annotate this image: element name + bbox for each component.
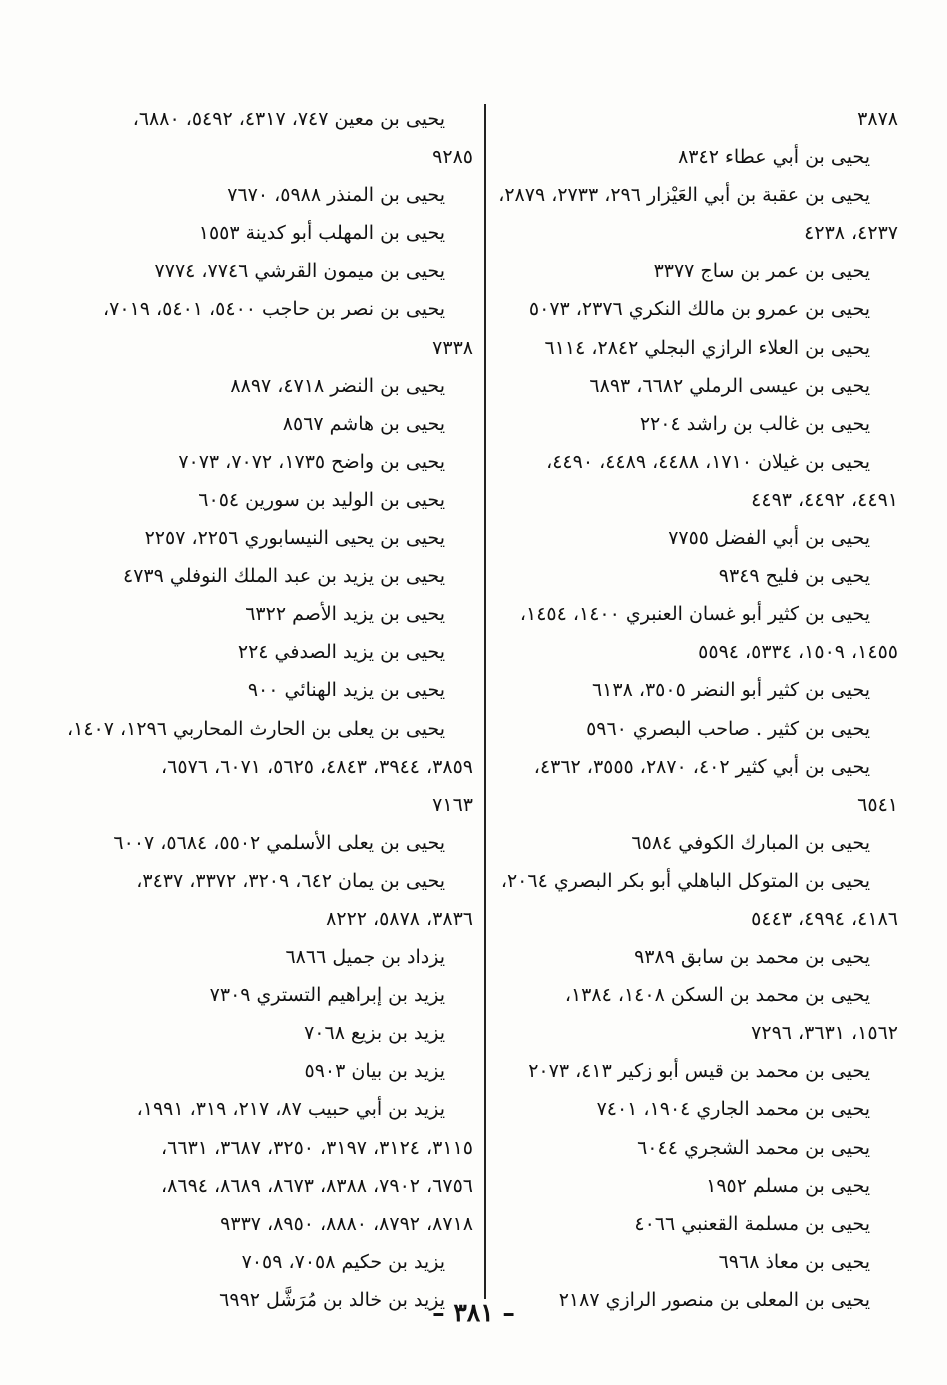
index-entry: يحيى بن مسلمة القعنبي ٤٠٦٦ bbox=[634, 1212, 870, 1235]
index-entry: يحيى بن أبي عطاء ٨٣٤٢ bbox=[678, 146, 870, 169]
index-entry: يحيى بن نصر بن حاجب ٥٤٠٠، ٥٤٠١، ٧٠١٩، bbox=[103, 298, 445, 321]
index-entry: يحيى بن فليح ٩٣٤٩ bbox=[718, 565, 870, 588]
page-number: – ٣٨١ – bbox=[432, 1298, 515, 1327]
index-entry: يحيى بن عمرو بن مالك النكري ٢٣٧٦، ٥٠٧٣ bbox=[528, 298, 870, 321]
index-entry: يحيى بن أبي الفضل ٧٧٥٥ bbox=[668, 527, 870, 550]
index-entry: يحيى بن محمد بن سابق ٩٣٨٩ bbox=[634, 946, 870, 969]
index-entry: يحيى بن معين ٧٤٧، ٤٣١٧، ٥٤٩٢، ٦٨٨٠، bbox=[132, 108, 445, 130]
index-entry: يحيى بن غالب بن راشد ٢٢٠٤ bbox=[639, 412, 870, 435]
index-continuation: ٧١٦٣ bbox=[432, 793, 473, 816]
index-entry: يحيى بن المبارك الكوفي ٦٥٨٤ bbox=[631, 831, 870, 854]
index-entry: يزيد بن حكيم ٧٠٥٨، ٧٠٥٩ bbox=[241, 1250, 445, 1273]
index-continuation: ١٥٦٢، ٣٦٣١، ٧٢٩٦ bbox=[751, 1022, 898, 1045]
index-entry: يحيى بن المهلب أبو كدينة ١٥٥٣ bbox=[198, 222, 445, 245]
index-entry: يحيى بن محمد بن السكن ١٤٠٨، ١٣٨٤، bbox=[564, 984, 870, 1007]
index-continuation: ٦٥٤١ bbox=[857, 793, 898, 816]
index-entry: يحيى بن أبي كثير ٤٠٢، ٢٨٧٠، ٣٥٥٥، ٤٣٦٢، bbox=[533, 755, 870, 778]
index-continuation: ٤٢٣٧، ٤٢٣٨ bbox=[804, 222, 898, 245]
index-entry: يحيى بن هاشم ٨٥٦٧ bbox=[282, 412, 445, 435]
index-continuation: ٧٣٣٨ bbox=[432, 336, 473, 359]
index-entry: يحيى بن يحيى النيسابوري ٢٢٥٦، ٢٢٥٧ bbox=[144, 527, 445, 550]
index-entry: يزيد بن إبراهيم التستري ٧٣٠٩ bbox=[209, 984, 445, 1007]
index-entry: يحيى بن ميمون القرشي ٧٧٤٦، ٧٧٧٤ bbox=[154, 260, 445, 283]
index-entry: يحيى بن يزيد بن عبد الملك النوفلي ٤٧٣٩ bbox=[123, 565, 445, 588]
index-entry: يحيى بن غيلان ١٧١٠، ٤٤٨٨، ٤٤٨٩، ٤٤٩٠، bbox=[546, 450, 870, 473]
index-entry: يحيى بن كثير أبو النضر ٣٥٠٥، ٦١٣٨ bbox=[591, 679, 870, 702]
index-entry: يحيى بن واضح ١٧٣٥، ٧٠٧٢، ٧٠٧٣ bbox=[178, 450, 445, 473]
index-entry: يحيى بن محمد الجاري ١٩٠٤، ٧٤٠١ bbox=[596, 1098, 870, 1121]
index-entry: يحيى بن المتوكل الباهلي أبو بكر البصري ٢٠٦٤، bbox=[500, 869, 870, 892]
index-entry: يحيى بن كثير أبو غسان العنبري ١٤٠٠، ١٤٥٤، bbox=[519, 603, 870, 626]
index-continuation: ٣٨٥٩، ٣٩٤٤، ٤٨٤٣، ٥٦٢٥، ٦٠٧١، ٦٥٧٦، bbox=[161, 755, 473, 778]
index-entry: يحيى بن يزيد الصدفي ٢٢٤ bbox=[237, 641, 445, 664]
index-entry: يحيى بن يزيد الهنائي ٩٠٠ bbox=[247, 679, 445, 702]
index-entry: يزيد بن بيان ٥٩٠٣ bbox=[304, 1060, 445, 1083]
index-entry: يحيى بن يمان ٦٤٢، ٣٢٠٩، ٣٣٧٢، ٣٤٣٧، bbox=[136, 869, 445, 892]
index-column-left bbox=[68, 100, 473, 1319]
index-entry: يحيى بن النضر ٤٧١٨، ٨٨٩٧ bbox=[230, 374, 445, 397]
index-entry: يحيى بن مسلم ١٩٥٢ bbox=[706, 1174, 870, 1197]
index-continuation: ٤٤٩١، ٤٤٩٢، ٤٤٩٣ bbox=[751, 488, 898, 511]
index-entry: يحيى بن معاذ ٦٩٦٨ bbox=[718, 1250, 870, 1273]
index-entry: يحيى بن عقبة بن أبي العَيْزار ٢٩٦، ٢٧٣٣، ٢٨٧٩، bbox=[498, 184, 870, 207]
index-entry: يحيى بن يزيد الأصم ٦٣٢٢ bbox=[245, 603, 445, 626]
index-entry: يحيى بن الوليد بن سورين ٦٠٥٤ bbox=[198, 488, 445, 511]
index-continuation: ١٤٥٥، ١٥٠٩، ٥٣٣٤، ٥٥٩٤ bbox=[698, 641, 898, 664]
index-continuation: ٦٧٥٦، ٧٩٠٢، ٨٣٨٨، ٨٦٧٣، ٨٦٨٩، ٨٦٩٤، bbox=[161, 1174, 473, 1197]
index-entry: يزداد بن جميل ٦٨٦٦ bbox=[285, 946, 445, 969]
index-continuation: ٤١٨٦، ٤٩٩٤، ٥٤٤٣ bbox=[751, 907, 898, 930]
index-entry: يزيد بن بزيع ٧٠٦٨ bbox=[304, 1022, 445, 1045]
index-entry: يحيى بن يعلى بن الحارث المحاربي ١٢٩٦، ١٤٠٧، bbox=[66, 717, 445, 740]
index-entry: يحيى بن العلاء الرازي البجلي ٢٨٤٢، ٦١١٤ bbox=[544, 336, 870, 359]
index-entry: يحيى بن عيسى الرملي ٦٦٨٢، ٦٨٩٣ bbox=[589, 374, 870, 397]
index-continuation: ٨٧١٨، ٨٧٩٢، ٨٨٨٠، ٨٩٥٠، ٩٣٣٧ bbox=[220, 1212, 473, 1235]
index-continuation: ٣١١٥، ٣١٢٤، ٣١٩٧، ٣٢٥٠، ٣٦٨٧، ٦٦٣١، bbox=[161, 1136, 473, 1159]
index-continuation: ٣٨٣٦، ٥٨٧٨، ٨٢٢٢ bbox=[326, 907, 473, 930]
column-divider bbox=[484, 104, 486, 1299]
index-entry: يزيد بن خالد بن مُرَشَّل ٦٩٩٢ bbox=[219, 1288, 445, 1311]
index-column-right bbox=[498, 100, 898, 1319]
index-continuation: ٣٨٧٨ bbox=[857, 108, 898, 130]
index-entry: يزيد بن أبي حبيب ٨٧، ٢١٧، ٣١٩، ١٩٩١، bbox=[136, 1098, 445, 1121]
index-entry: يحيى بن محمد بن قيس أبو زكير ٤١٣، ٢٠٧٣ bbox=[528, 1060, 870, 1083]
index-entry: يحيى بن عمر بن ساج ٣٣٧٧ bbox=[653, 260, 870, 283]
index-entry: يحيى بن المنذر ٥٩٨٨، ٧٦٧٠ bbox=[227, 184, 445, 207]
index-continuation: ٩٢٨٥ bbox=[432, 146, 473, 169]
index-entry: يحيى بن محمد الشجري ٦٠٤٤ bbox=[637, 1136, 870, 1159]
index-entry: يحيى بن المعلى بن منصور الرازي ٢١٨٧ bbox=[558, 1288, 870, 1311]
index-entry: يحيى بن يعلى الأسلمي ٥٥٠٢، ٥٦٨٤، ٦٠٠٧ bbox=[113, 831, 445, 854]
index-entry: يحيى بن كثير . صاحب البصري ٥٩٦٠ bbox=[586, 717, 870, 740]
